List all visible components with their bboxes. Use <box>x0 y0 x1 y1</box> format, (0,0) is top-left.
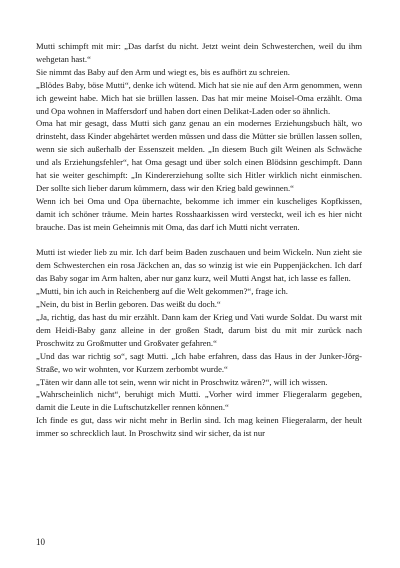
paragraph: „Blödes Baby, böse Mutti“, denke ich wütend. Mich hat sie nie auf den Arm genommen, wenn ich geweint habe. Mich hat sie brüllen lassen. Das hat mir meine Moisel-Oma erzählt. Oma und Opa wohnen in Maffersdorf und haben dort einen Delikat-Laden oder so ähnlich. <box>36 79 362 116</box>
paragraph: Mutti ist wieder lieb zu mir. Ich darf beim Baden zuschauen und beim Wickeln. Nun zieht sie dem Schwesterchen ein rosa Jäckchen an, das so winzig ist wie ein Puppenjäckchen. Ich darf das Baby sogar im Arm halten, aber nur ganz kurz, weil Mutti Angst hat, ich lasse es fallen. <box>36 247 362 284</box>
paragraph: „Mutti, bin ich auch in Reichenberg auf die Welt gekommen?“, frage ich. <box>36 286 288 297</box>
paragraph: Mutti schimpft mit mir: „Das darfst du nicht. Jetzt weint dein Schwesterchen, weil du ihm wehgetan hast.“ <box>36 41 362 64</box>
paragraph: Ich finde es gut, dass wir nicht mehr in Berlin sind. Ich mag keinen Fliegeralarm, der heult immer so schrecklich laut. In Proschwitz sind wir sicher, da ist nur <box>36 415 362 439</box>
section-break <box>36 234 362 247</box>
paragraph: „Wahrscheinlich nicht“, beruhigt mich Mutti. „Vorher wird immer Fliegeralarm gegeben, damit die Leute in die Luftschutzkeller rennen können.“ <box>36 389 362 413</box>
paragraph: „Täten wir dann alle tot sein, wenn wir nicht in Proschwitz wären?“, will ich wissen. <box>36 376 328 387</box>
paragraph: Wenn ich bei Oma und Opa übernachte, bekomme ich immer ein kuscheliges Kopfkissen, damit ich schöner träume. Mein hartes Rosshaarkissen wird versteckt, weil ich es hier nicht brauche. Das ist mein Geheimnis mit Oma, das darf ich Mutti nicht verraten. <box>36 195 362 232</box>
paragraph: „Nein, du bist in Berlin geboren. Das weißt du doch.“ <box>36 299 221 310</box>
paragraph: Oma hat mir gesagt, dass Mutti sich ganz genau an ein modernes Erziehungsbuch hält, wo drinsteht, dass Kinder abgehärtet werden müssen und dass die Mütter sie brüllen lassen sollen, wenn sie sich außerhalb der Essenszeit melden. „In diesem Buch gilt Weinen als Schwäche und als Erziehungsfehler“, hat Oma gesagt und über solch einen Blödsinn geschimpft. Dann hat sie weiter geschimpft: „In Kindererziehung sollte sich Hitler wirklich nicht einmischen. Der sollte sich lieber darum kümmern, dass wir den Krieg bald gewinnen.“ <box>36 118 362 193</box>
paragraph: „Und das war richtig so“, sagt Mutti. „Ich habe erfahren, dass das Haus in der Junker-Jörg-Straße, wo wir wohnten, vor Kurzem zerbombt wurde.“ <box>36 350 362 374</box>
paragraph: „Ja, richtig, das hast du mir erzählt. Dann kam der Krieg und Vati wurde Soldat. Du warst mit dem Heidi-Baby ganz alleine in der großen Stadt, darum bist du mit mir zurück nach Proschwitz zu Großmutter und Großvater gefahren.“ <box>36 312 362 348</box>
page-body <box>36 40 362 440</box>
page-number: 10 <box>36 537 45 547</box>
paragraph: Sie nimmt das Baby auf den Arm und wiegt es, bis es aufhört zu schreien. <box>36 66 290 77</box>
